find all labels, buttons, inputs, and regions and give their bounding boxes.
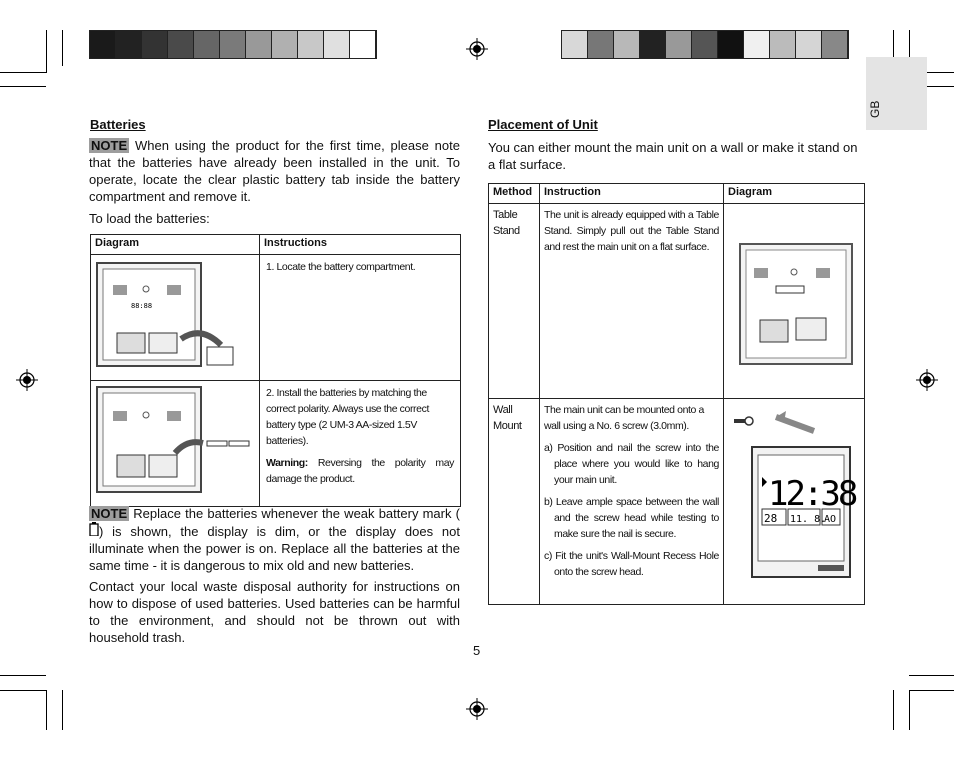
warning-text: Reversing the polarity may damage the product.	[266, 457, 454, 485]
wall-mount-step-a: a) Position and nail the screw into the place where you would like to hang your main unit.	[543, 442, 719, 486]
color-swatch	[90, 31, 116, 58]
color-swatch	[614, 31, 640, 58]
placement-intro: You can either mount the main unit on a wall or make it stand on a flat surface.	[488, 140, 858, 172]
color-swatch	[220, 31, 246, 58]
instruction-step-1: 1. Locate the battery compartment.	[260, 255, 461, 381]
crop-mark	[0, 72, 46, 73]
screw-icon	[734, 417, 753, 425]
color-swatch	[744, 31, 770, 58]
wall-mount-step-b: b) Leave ample space between the wall and the screw head while testing to make sure the nail is secure.	[543, 496, 719, 540]
wall-mount-diagram	[724, 399, 865, 605]
color-swatch	[246, 31, 272, 58]
clock-temperature: 28	[764, 512, 778, 525]
battery-diagram-2	[91, 381, 260, 507]
note-label: NOTE	[91, 138, 128, 153]
color-calibration-bar-right	[561, 30, 849, 59]
crop-mark	[909, 675, 954, 676]
col-header-instruction: Instruction	[539, 184, 723, 204]
crop-mark	[62, 30, 63, 66]
wall-mount-intro: The main unit can be mounted onto a wall using a No. 6 screw (3.0mm).	[543, 404, 704, 432]
crop-mark	[0, 675, 46, 676]
color-swatch	[640, 31, 666, 58]
registration-mark-icon	[16, 369, 38, 391]
diagram-lcd-text: 88:88	[131, 302, 153, 310]
page-number: 5	[473, 643, 481, 658]
brand-logo	[818, 565, 844, 571]
color-swatch	[718, 31, 744, 58]
note-paragraph-2	[89, 505, 460, 574]
instruction-wall-mount	[539, 399, 723, 605]
wall-mount-step-c: c) Fit the unit's Wall-Mount Recess Hole onto the screw head.	[543, 550, 719, 578]
registration-mark-icon	[916, 369, 938, 391]
note2-text-b: ) is shown, the display is dim, or the display does not illuminate when the power is on. Replace all the batteries at the same time - it is dangerous to mix old and new batteries.	[89, 524, 460, 573]
registration-mark-icon	[466, 38, 488, 60]
crop-mark	[909, 690, 954, 691]
col-header-diagram: Diagram	[91, 235, 260, 255]
disposal-paragraph: Contact your local waste disposal authority for instructions on how to dispose of used batteries. Used batteries can be harmful to the environment, and should not be thrown out with household trash.	[89, 579, 460, 645]
table-stand-illustration	[724, 204, 864, 393]
note2-text-a: Replace the batteries whenever the weak battery mark (	[133, 506, 460, 521]
crop-mark	[893, 690, 894, 730]
instruction-step-2-text: 2. Install the batteries by matching the correct polarity. Always use the correct battery type (2 UM-3 AA-sized 1.5V batteries).	[266, 387, 429, 447]
note-paragraph-1	[89, 137, 460, 205]
crop-mark	[46, 30, 47, 73]
color-swatch	[168, 31, 194, 58]
battery-compartment-illustration	[91, 255, 257, 375]
registration-mark-icon	[466, 698, 488, 720]
method-table-stand: Table Stand	[489, 204, 540, 399]
color-swatch	[666, 31, 692, 58]
color-swatch	[588, 31, 614, 58]
color-swatch	[116, 31, 142, 58]
language-tab-label: GB	[868, 100, 882, 118]
clock-date: 11. 8.	[790, 514, 827, 525]
weak-battery-icon	[89, 522, 99, 536]
batteries-heading: Batteries	[90, 117, 146, 132]
wall-clock-illustration	[724, 399, 864, 599]
crop-mark	[0, 86, 46, 87]
color-swatch	[822, 31, 848, 58]
color-swatch	[142, 31, 168, 58]
crop-mark	[0, 690, 46, 691]
crop-mark	[909, 690, 910, 730]
color-swatch	[298, 31, 324, 58]
note-text: When using the product for the first time, please note that the batteries have already been installed in the unit. To operate, locate the clear plastic battery tab inside the battery compartment and remove it.	[89, 138, 460, 204]
clock-day: AO	[824, 514, 837, 525]
language-tab	[866, 57, 927, 130]
instruction-table-stand: The unit is already equipped with a Table Stand. Simply pull out the Table Stand and rest the main unit on a flat surface.	[539, 204, 723, 399]
col-header-instructions: Instructions	[260, 235, 461, 255]
color-swatch	[194, 31, 220, 58]
method-wall-mount: Wall Mount	[489, 399, 540, 605]
color-swatch	[324, 31, 350, 58]
color-swatch	[770, 31, 796, 58]
placement-heading: Placement of Unit	[488, 117, 598, 132]
color-swatch	[692, 31, 718, 58]
color-swatch	[796, 31, 822, 58]
clock-time: 12:38	[768, 474, 856, 514]
color-swatch	[272, 31, 298, 58]
color-swatch	[350, 31, 376, 58]
instruction-step-2	[260, 381, 461, 507]
crop-mark	[62, 690, 63, 730]
placement-table	[488, 183, 865, 605]
col-header-diagram: Diagram	[724, 184, 865, 204]
battery-table	[90, 234, 461, 507]
color-calibration-bar-left	[89, 30, 377, 59]
battery-install-illustration	[91, 381, 257, 501]
table-stand-diagram	[724, 204, 865, 399]
load-intro: To load the batteries:	[89, 211, 210, 226]
warning-label: Warning:	[266, 457, 308, 469]
crop-mark	[46, 690, 47, 730]
note-label: NOTE	[91, 506, 128, 521]
battery-diagram-1	[91, 255, 260, 381]
color-swatch	[562, 31, 588, 58]
col-header-method: Method	[489, 184, 540, 204]
